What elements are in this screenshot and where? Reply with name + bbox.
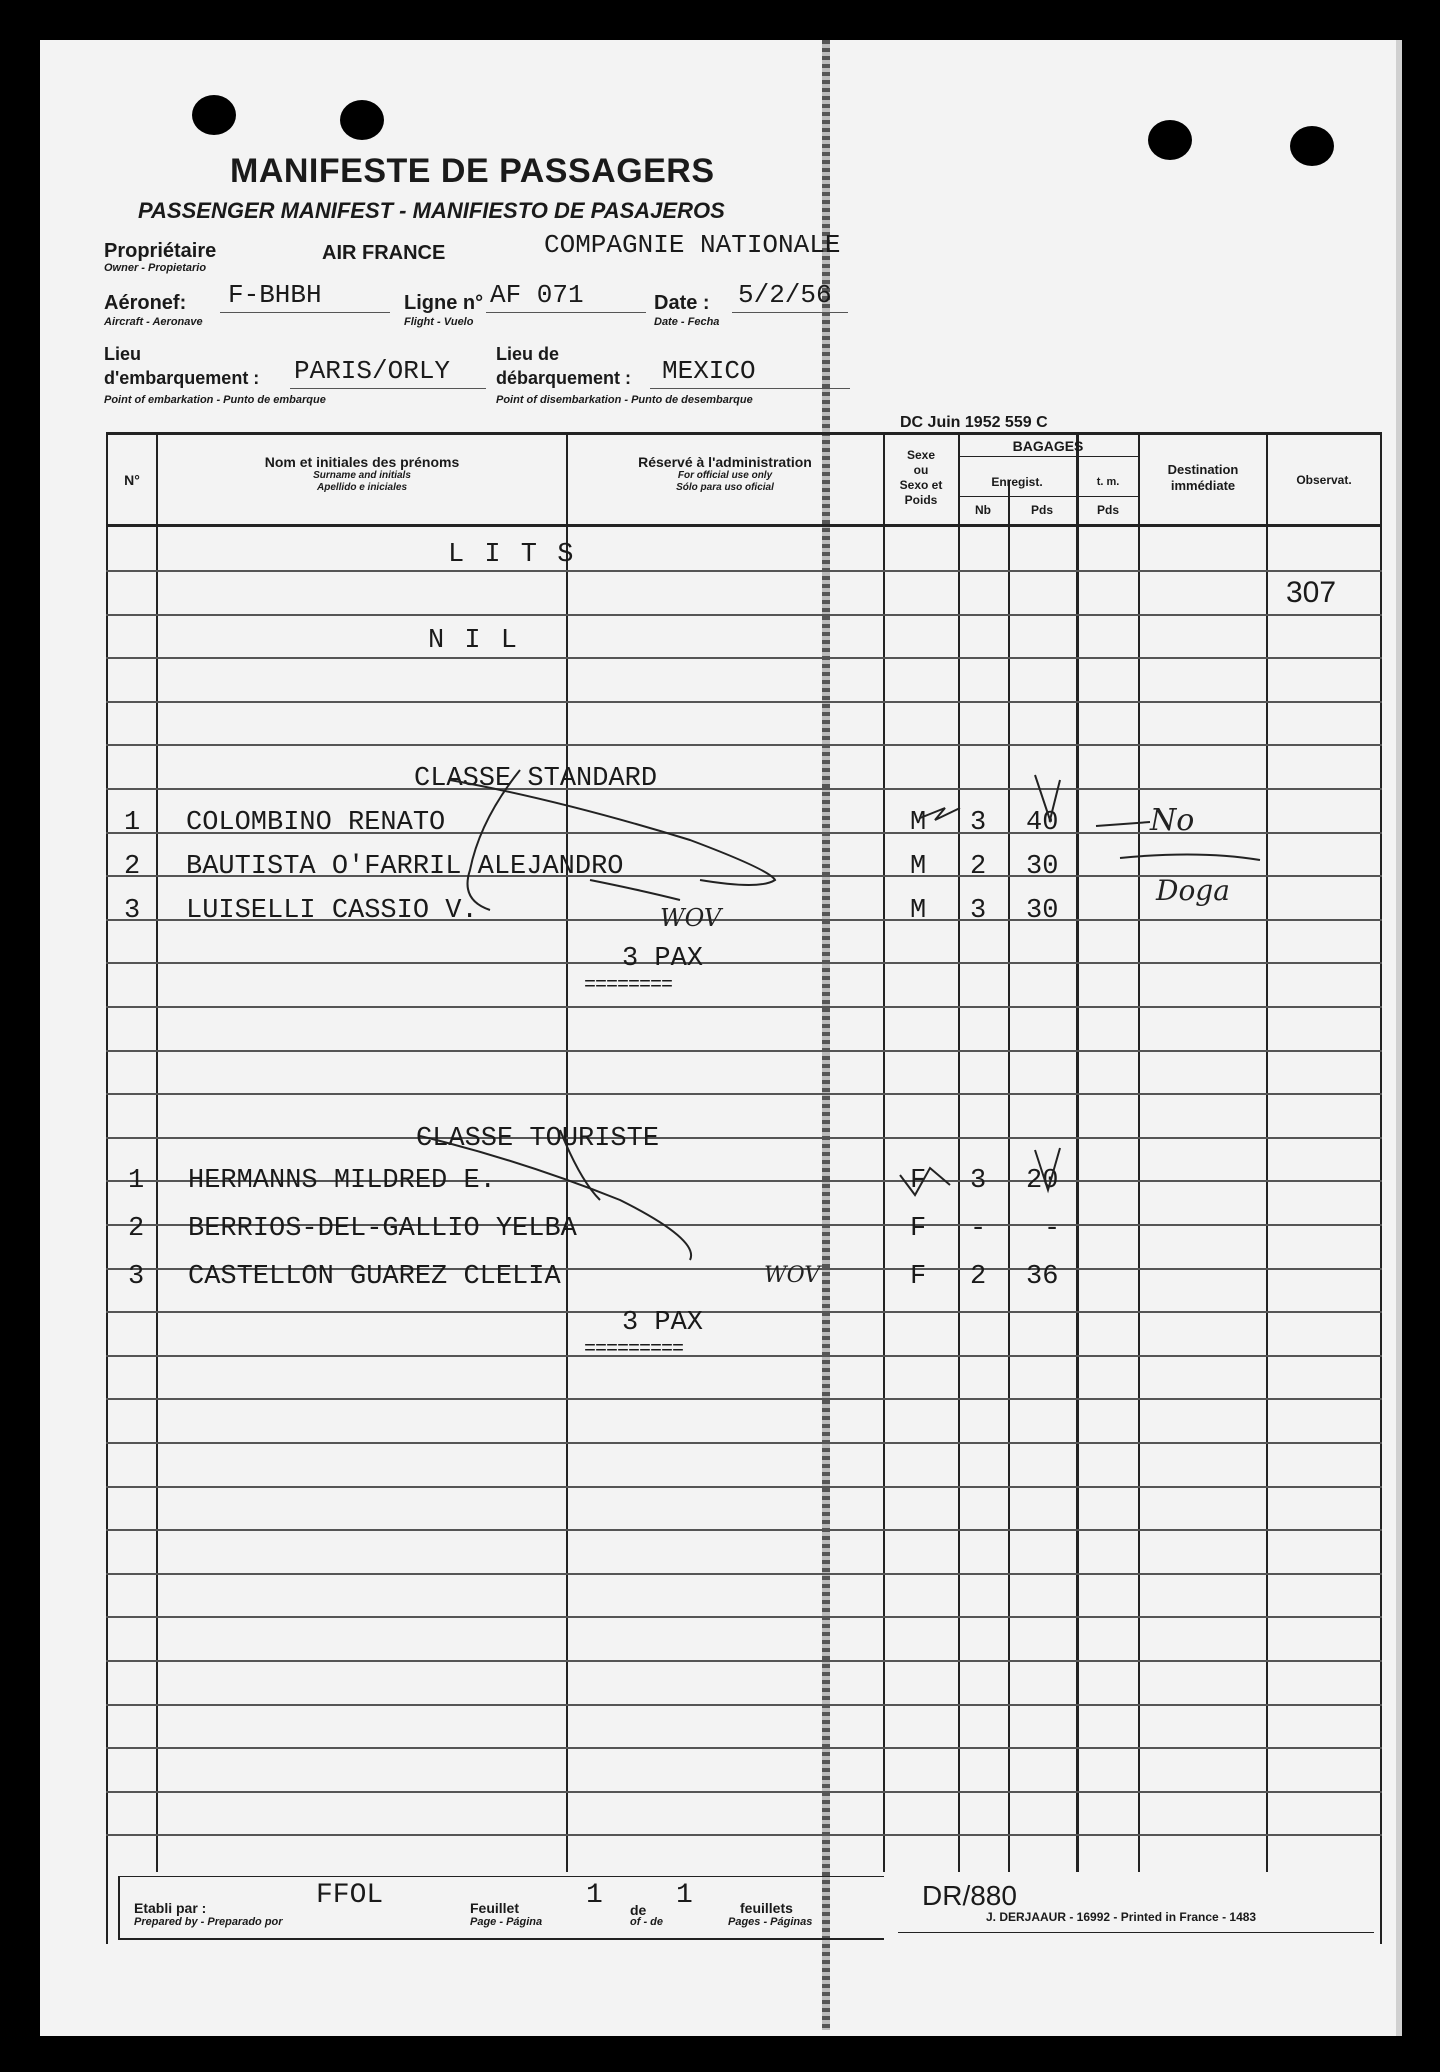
passenger-name: HERMANNS MILDRED E.: [188, 1166, 496, 1196]
owner-label: Propriétaire: [104, 240, 217, 262]
row-number: 2: [124, 852, 141, 882]
passenger-sex: F: [910, 1262, 927, 1292]
sheets-sublabel: Pages - Páginas: [728, 1916, 813, 1928]
passenger-name: CASTELLON GUAREZ CLELIA: [188, 1262, 561, 1292]
owner-value: AIR FRANCE: [322, 242, 446, 264]
col-header-bagages: BAGAGES: [1012, 438, 1084, 454]
col-header-enregist: Enregist.: [991, 475, 1043, 489]
standard-heading: CLASSE STANDARD: [414, 764, 658, 794]
footer-bottom-line: [118, 1938, 884, 1940]
prepared-label: Etabli par :: [134, 1900, 207, 1916]
col-header-admin-sub1: For official use only: [677, 470, 773, 481]
baggage-weight: 30: [1026, 852, 1059, 882]
col-header-tm: t. m.: [1096, 476, 1120, 488]
baggage-count: 3: [970, 808, 987, 838]
col-header-name-sub1: Surname and initials: [313, 470, 411, 481]
embark-value: PARIS/ORLY: [294, 356, 451, 386]
touriste-total-underline: =========: [584, 1338, 684, 1361]
footer-right-line: [898, 1932, 1374, 1933]
handwritten-no: No: [1150, 803, 1195, 838]
col-header-sex-4: Poids: [904, 493, 938, 507]
col-header-tm-pds: Pds: [1096, 503, 1119, 517]
of-sublabel: of - de: [630, 1916, 663, 1928]
passenger-name: COLOMBINO RENATO: [186, 808, 446, 838]
baggage-count: 2: [970, 1262, 987, 1292]
passenger-sex: M: [910, 896, 927, 926]
passenger-sex: F: [910, 1166, 927, 1196]
baggage-weight: 30: [1026, 896, 1059, 926]
date-value: 5/2/56: [738, 280, 832, 310]
embark-sublabel: Point of embarkation - Punto de embarque: [104, 394, 326, 406]
line-sublabel: Flight - Vuelo: [404, 316, 474, 328]
row-number: 3: [128, 1262, 145, 1292]
baggage-count: 2: [970, 852, 987, 882]
baggage-count: 3: [970, 1166, 987, 1196]
passenger-sex: M: [910, 852, 927, 882]
col-header-sex-2: ou: [913, 463, 929, 477]
baggage-count: -: [970, 1214, 987, 1244]
sheet-label: Feuillet: [470, 1900, 520, 1916]
row-number: 1: [128, 1166, 145, 1196]
col-header-name-sub2: Apellido e iniciales: [316, 482, 408, 493]
passenger-name: LUISELLI CASSIO V.: [186, 896, 478, 926]
passenger-sex: F: [910, 1214, 927, 1244]
baggage-weight: 20: [1026, 1166, 1059, 1196]
row-number: 1: [124, 808, 141, 838]
aircraft-label: Aéronef:: [104, 292, 187, 314]
col-header-no: N°: [124, 472, 140, 488]
col-header-name-label: Nom et initiales des prénoms: [264, 454, 460, 470]
embark-label-2: d'embarquement :: [104, 368, 260, 388]
disembark-label: Lieu de: [496, 344, 560, 364]
handwritten-wov-2: WOV: [764, 1263, 821, 1288]
baggage-weight: 36: [1026, 1262, 1059, 1292]
prepared-value: FFOL: [316, 1880, 384, 1911]
sheets-label: feuillets: [740, 1900, 793, 1916]
touriste-total: 3 PAX: [622, 1308, 704, 1338]
of-label: de: [630, 1902, 647, 1918]
disembark-label-2: débarquement :: [496, 368, 632, 388]
line-label: Ligne n°: [404, 292, 484, 314]
form-title: MANIFESTE DE PASSAGERS: [230, 152, 715, 190]
observation-value: 307: [1286, 576, 1337, 609]
row-number: 2: [128, 1214, 145, 1244]
col-header-destination: Destination immédiate: [1167, 462, 1239, 493]
standard-total-underline: ========: [584, 974, 673, 997]
owner-sublabel: Owner - Propietario: [104, 262, 207, 274]
disembark-sublabel: Point of disembarkation - Punto de desembarque: [496, 394, 753, 406]
sheet-value: 1: [586, 1880, 603, 1911]
prepared-sublabel: Prepared by - Preparado por: [134, 1916, 283, 1928]
date-sublabel: Date - Fecha: [654, 316, 720, 328]
standard-total: 3 PAX: [622, 944, 704, 974]
passenger-name: BAUTISTA O'FARRIL ALEJANDRO: [186, 852, 624, 882]
touriste-heading: CLASSE TOURISTE: [416, 1124, 660, 1154]
col-header-admin-sub2: Sólo para uso oficial: [676, 482, 774, 493]
date-label: Date :: [654, 292, 710, 314]
baggage-count: 3: [970, 896, 987, 926]
col-header-observ: Observat.: [1296, 473, 1352, 487]
col-header-nb: Nb: [975, 503, 991, 517]
baggage-weight: 40: [1026, 808, 1059, 838]
passenger-sex: M: [910, 808, 927, 838]
disembark-value: MEXICO: [662, 356, 756, 386]
handwritten-wov-1: WOV: [660, 904, 722, 932]
form-code: DC Juin 1952 559 C: [900, 414, 1048, 431]
of-value: 1: [676, 1880, 693, 1911]
passenger-name: BERRIOS-DEL-GALLIO YELBA: [188, 1214, 577, 1244]
col-header-sex-3: Sexo et: [899, 478, 943, 492]
aircraft-sublabel: Aircraft - Aeronave: [104, 316, 203, 328]
col-header-sex-1: Sexe: [906, 448, 936, 462]
lits-value: N I L: [428, 626, 520, 656]
line-value: AF 071: [490, 280, 584, 310]
form-subtitle: PASSENGER MANIFEST - MANIFIESTO DE PASAJEROS: [138, 198, 725, 223]
embark-label: Lieu: [104, 344, 142, 364]
footer-top-line: [118, 1876, 884, 1877]
col-header-admin-label: Réservé à l'administration: [638, 454, 812, 470]
stamp-code: DR/880: [922, 1880, 1017, 1911]
footer-left-line: [118, 1876, 120, 1938]
sheet-sublabel: Page - Página: [470, 1916, 543, 1928]
handwritten-doga: Doga: [1156, 874, 1230, 907]
row-number: 3: [124, 896, 141, 926]
aircraft-value: F-BHBH: [228, 280, 322, 310]
lits-heading: L I T S: [448, 540, 576, 570]
printer-credit: J. DERJAAUR - 16992 - Printed in France - 1483: [986, 1910, 1257, 1924]
col-header-pds: Pds: [1030, 503, 1053, 517]
company-value: COMPAGNIE NATIONALE: [544, 230, 841, 260]
baggage-weight: -: [1044, 1214, 1061, 1244]
